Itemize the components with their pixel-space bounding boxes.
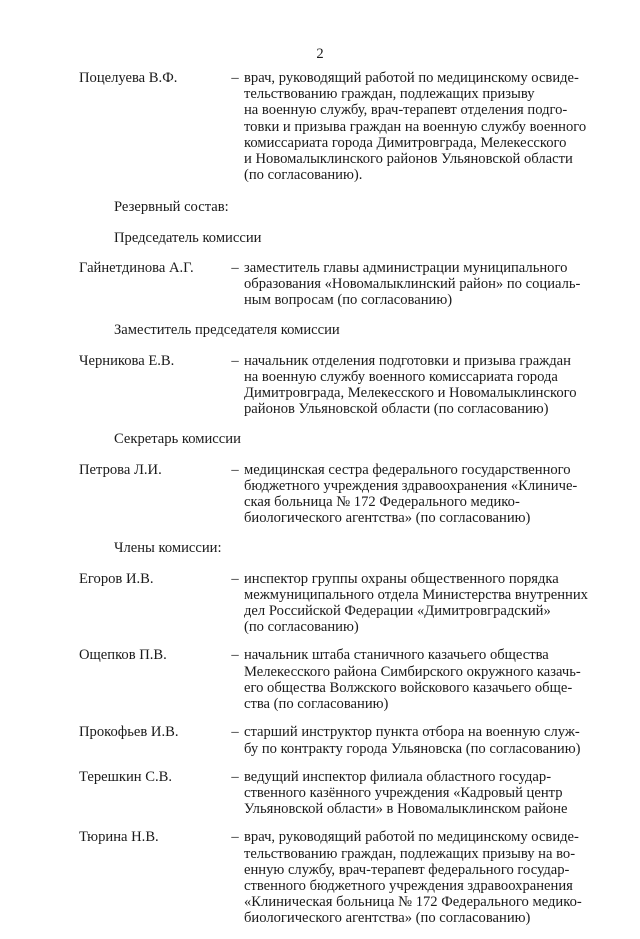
heading-reserve: Резервный состав: [114, 199, 229, 216]
dash: – [231, 647, 239, 664]
member-description: врач, руководящий работой по медицинскому освиде- тельствованию граждан, подлежащих призыву на во- енную службу, врач-терапевт федерального государ- ственного бюджетного учреждения здравоохранения «Клиническая больница № 172 Федерального медико- биологического агентства» (по согласованию) [244, 829, 582, 927]
member-name: Гайнетдинова А.Г. [79, 259, 194, 276]
member-description: начальник штаба станичного казачьего общества Мелекесского района Симбирского окружного казачь- его общества Волжского войскового казачьего обще- ства (по согласованию) [244, 647, 581, 713]
dash: – [231, 352, 239, 369]
member-entry-prokofiev [79, 724, 601, 756]
heading-deputy: Заместитель председателя комиссии [114, 322, 340, 339]
member-name: Ощепков П.В. [79, 647, 167, 664]
member-description: медицинская сестра федерального государственного бюджетного учреждения здравоохранения «Клиниче- ская больница № 172 Федерального медико- биологического агентства» (по согласованию) [244, 461, 578, 527]
dash: – [231, 570, 239, 587]
member-description: инспектор группы охраны общественного порядка межмуниципального отдела Министерства внутренних дел Российской Федерации «Димитровградский» (по согласованию) [244, 570, 588, 636]
member-description: начальник отделения подготовки и призыва граждан на военную службу военного комиссариата города Димитровграда, Мелекесского и Новомалыклинского районов Ульяновской области (по согласованию) [244, 352, 577, 418]
member-entry-deputy [79, 353, 601, 418]
heading-secretary: Секретарь комиссии [114, 431, 241, 448]
member-entry-tyurina [79, 829, 601, 926]
dash: – [231, 768, 239, 785]
member-description: ведущий инспектор филиала областного государ- ственного казённого учреждения «Кадровый центр Ульяновской области» в Новомалыклинском районе [244, 768, 568, 818]
member-name: Егоров И.В. [79, 570, 154, 587]
member-entry-potselueva [79, 70, 601, 183]
member-description: врач, руководящий работой по медицинскому освиде- тельствованию граждан, подлежащих призыву на военную службу, врач-терапевт отделения подго- товки и призыва граждан на военную службу военного комиссариата города Димитровграда, Мелекесского и Новомалыклинского районов Ульяновской области (по согласованию). [244, 70, 587, 184]
member-name: Тюрина Н.В. [79, 829, 159, 846]
member-description: заместитель главы администрации муниципального образования «Новомалыклинский район» по социаль- ным вопросам (по согласованию) [244, 259, 581, 309]
member-name: Черникова Е.В. [79, 352, 175, 369]
member-name: Петрова Л.И. [79, 461, 162, 478]
dash: – [231, 70, 239, 86]
member-entry-secretary [79, 462, 601, 527]
dash: – [231, 829, 239, 846]
member-description: старший инструктор пункта отбора на военную служ- бу по контракту города Ульяновска (по согласованию) [244, 724, 581, 757]
member-entry-oshchepkov [79, 647, 601, 712]
dash: – [231, 724, 239, 741]
heading-chairman: Председатель комиссии [114, 229, 262, 246]
member-name: Поцелуева В.Ф. [79, 70, 178, 86]
member-name: Прокофьев И.В. [79, 724, 179, 741]
page-number: 2 [316, 46, 324, 62]
heading-members: Члены комиссии: [114, 540, 222, 557]
member-entry-chairman [79, 260, 601, 309]
member-name: Терешкин С.В. [79, 768, 172, 785]
dash: – [231, 259, 239, 276]
dash: – [231, 461, 239, 478]
commission-list [79, 70, 601, 939]
member-entry-egorov [79, 571, 601, 636]
member-entry-tereshkin [79, 769, 601, 818]
